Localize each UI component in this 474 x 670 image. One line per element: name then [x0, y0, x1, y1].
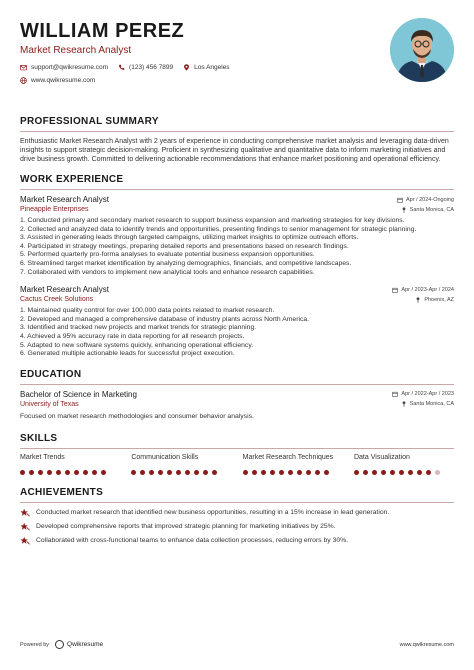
rating-dot-filled [324, 470, 329, 475]
rating-dot-filled [131, 470, 136, 475]
rating-dot-filled [363, 470, 368, 475]
skill-item [20, 454, 120, 475]
skill-name: Communication Skills [131, 454, 199, 462]
job-location-text: Phoenix, AZ [424, 296, 454, 303]
job-date [392, 287, 454, 293]
skill-rating [20, 470, 120, 475]
rating-dot-filled [167, 470, 172, 475]
rating-dot-filled [203, 470, 208, 475]
skill-rating [131, 470, 231, 475]
rating-dot-filled [194, 470, 199, 475]
rating-dot-filled [288, 470, 293, 475]
skills-section [20, 433, 454, 475]
qwikresume-logo-icon [55, 640, 64, 649]
phone-item[interactable] [118, 64, 173, 71]
achievement-text: Conducted market research that identified new business opportunities, resulting in a 15% increase in lead generation. [36, 509, 390, 517]
email-icon [20, 64, 27, 71]
job-bullets [20, 307, 454, 359]
bullet-item: 1. Conducted primary and secondary market research to support business expansion and marketing strategies for key divisions. [20, 217, 405, 224]
skill-rating [243, 470, 343, 475]
divider [20, 448, 454, 449]
pin-icon [415, 297, 421, 303]
skill-rating [354, 470, 454, 475]
achievement-item [20, 508, 454, 517]
location-item [183, 64, 229, 71]
job-date [397, 197, 454, 203]
bullet-item: 3. Assisted in generating leads through targeted campaigns, utilizing market insights to optimize outreach efforts. [20, 234, 359, 242]
rating-dot-filled [243, 470, 248, 475]
rating-dot-filled [92, 470, 97, 475]
bullet-item: 6. Generated multiple actionable leads for successful project execution. [20, 350, 235, 358]
skill-name: Data Visualization [353, 454, 410, 462]
header [20, 20, 454, 112]
job-entry [20, 285, 454, 359]
education-location-text: Santa Monica, CA [409, 401, 454, 408]
candidate-name: WILLIAM PEREZ [20, 20, 185, 42]
bullet-item: 3. Identified and tracked new projects and market trends for strategic planning. [20, 324, 257, 332]
job-bullets [20, 217, 454, 277]
rating-dot-filled [315, 470, 320, 475]
degree-title: Bachelor of Science in Marketing [20, 389, 137, 399]
rating-dot-filled [252, 470, 257, 475]
rating-dot-filled [390, 470, 395, 475]
education-section [20, 369, 454, 422]
achievement-item [20, 536, 454, 545]
achievements-section [20, 487, 454, 545]
job-location [415, 297, 454, 303]
star-icon [20, 536, 30, 545]
candidate-role: Market Research Analyst [20, 45, 132, 56]
rating-dot-filled [212, 470, 217, 475]
rating-dot-empty [435, 470, 440, 475]
experience-title: WORK EXPERIENCE [20, 174, 124, 185]
bullet-item: 1. Maintained quality control for over 100,000 data points related to market research. [20, 307, 275, 315]
rating-dot-filled [279, 470, 284, 475]
star-icon [20, 508, 30, 517]
brand-name: Qwikresume [67, 641, 104, 648]
skill-name: Market Trends [20, 454, 65, 462]
summary-section [20, 116, 454, 164]
email-item[interactable] [20, 64, 108, 71]
education-date-text: Apr / 2022-Apr / 2023 [401, 391, 454, 398]
job-location-text: Santa Monica, CA [409, 206, 454, 213]
rating-dot-filled [101, 470, 106, 475]
calendar-icon [392, 287, 398, 293]
rating-dot-filled [176, 470, 181, 475]
rating-dot-filled [270, 470, 275, 475]
rating-dot-filled [65, 470, 70, 475]
achievement-text: Collaborated with cross-functional teams to enhance data collection processes, reducing errors by 30%. [36, 537, 349, 545]
company-name: Pineapple Enterprises [20, 206, 89, 213]
website-item[interactable] [20, 77, 95, 84]
star-icon [20, 522, 30, 531]
summary-text: Enthusiastic Market Research Analyst with 2 years of experience in conducting comprehensive market analysis and leveraging data-driven insights to support strategic decision-making. Proficient in synthesizing qualitative and quantitative data to inform marketing initiatives and drive business growth. Committed to delivering actionable recommendations that enhance market positioning and operational efficiency. [20, 138, 449, 163]
phone-text: (123) 456 7899 [129, 64, 174, 71]
summary-title: PROFESSIONAL SUMMARY [20, 116, 159, 127]
education-title: EDUCATION [20, 368, 82, 380]
achievements-title: ACHIEVEMENTS [20, 487, 104, 499]
avatar-portrait [390, 18, 454, 82]
pin-icon [401, 401, 407, 407]
divider [20, 384, 454, 385]
job-date-text: Apr / 2024-Ongoing [405, 196, 454, 203]
website-row [20, 77, 454, 84]
rating-dot-filled [20, 470, 25, 475]
rating-dot-filled [408, 470, 413, 475]
bullet-item: 2. Developed and managed a comprehensive database of industry plants across North America. [20, 315, 310, 323]
pin-icon [401, 207, 407, 213]
job-date-text: Apr / 2023-Apr / 2024 [401, 286, 454, 293]
divider [20, 131, 454, 132]
powered-by [20, 640, 103, 649]
website-text: www.qwikresume.com [31, 77, 96, 84]
skill-name: Market Research Techniques [242, 454, 334, 462]
skills-title: SKILLS [20, 433, 58, 445]
experience-section [20, 174, 454, 359]
phone-icon [118, 64, 125, 71]
rating-dot-filled [29, 470, 34, 475]
footer [20, 640, 454, 649]
calendar-icon [397, 197, 403, 203]
powered-by-label: Powered by [20, 641, 50, 648]
location-pin-icon [183, 64, 190, 71]
contact-row [20, 64, 454, 71]
rating-dot-filled [149, 470, 154, 475]
job-title: Market Research Analyst [20, 285, 109, 295]
rating-dot-filled [417, 470, 422, 475]
calendar-icon [392, 391, 398, 397]
rating-dot-filled [47, 470, 52, 475]
globe-icon [20, 77, 27, 84]
rating-dot-filled [140, 470, 145, 475]
achievement-text: Developed comprehensive reports that improved strategic planning for marketing initiatives by 25%. [36, 523, 336, 531]
rating-dot-filled [399, 470, 404, 475]
education-date [392, 391, 454, 397]
achievement-item [20, 522, 454, 531]
rating-dot-filled [185, 470, 190, 475]
rating-dot-filled [56, 470, 61, 475]
rating-dot-filled [426, 470, 431, 475]
rating-dot-filled [372, 470, 377, 475]
rating-dot-filled [38, 470, 43, 475]
rating-dot-filled [158, 470, 163, 475]
rating-dot-filled [354, 470, 359, 475]
rating-dot-filled [381, 470, 386, 475]
skills-list [20, 454, 454, 475]
job-location [401, 207, 454, 213]
avatar [390, 18, 454, 82]
school-name: University of Texas [20, 400, 79, 408]
email-text: support@qwikresume.com [31, 64, 109, 71]
job-entry [20, 195, 454, 277]
rating-dot-filled [83, 470, 88, 475]
skill-item [243, 454, 343, 475]
education-location [401, 401, 454, 407]
bullet-item: 7. Collaborated with vendors to implement new analytical tools and enhance research capabilities. [20, 268, 315, 276]
bullet-item: 6. Streamlined target market identification by analyzing demographics, financials, and competitive landscapes. [20, 259, 352, 267]
bullet-item: 5. Adapted to new software systems quickly, enhancing operational efficiency. [20, 341, 254, 349]
location-text: Los Angeles [194, 64, 230, 71]
job-title: Market Research Analyst [20, 195, 109, 204]
rating-dot-filled [297, 470, 302, 475]
company-name: Cactus Creek Solutions [20, 296, 94, 304]
education-note: Focused on market research methodologies and consumer behavior analysis. [20, 412, 254, 420]
rating-dot-filled [74, 470, 79, 475]
skill-item [354, 454, 454, 475]
divider [20, 502, 454, 503]
rating-dot-filled [306, 470, 311, 475]
skill-item [131, 454, 231, 475]
bullet-item: 5. Performed quarterly pro-forma analyses to evaluate potential business expansion opportunities. [20, 251, 315, 259]
divider [20, 189, 454, 190]
footer-url[interactable]: www.qwikresume.com [399, 641, 454, 648]
rating-dot-filled [261, 470, 266, 475]
bullet-item: 4. Participated in strategy meetings, preparing detailed reports and presentations based on research findings. [20, 242, 349, 250]
bullet-item: 2. Collected and analyzed data to identify trends and opportunities, presenting findings to senior management for strategic planning. [20, 225, 417, 233]
bullet-item: 4. Achieved a 95% accuracy rate in data reporting for all research projects. [20, 332, 245, 340]
